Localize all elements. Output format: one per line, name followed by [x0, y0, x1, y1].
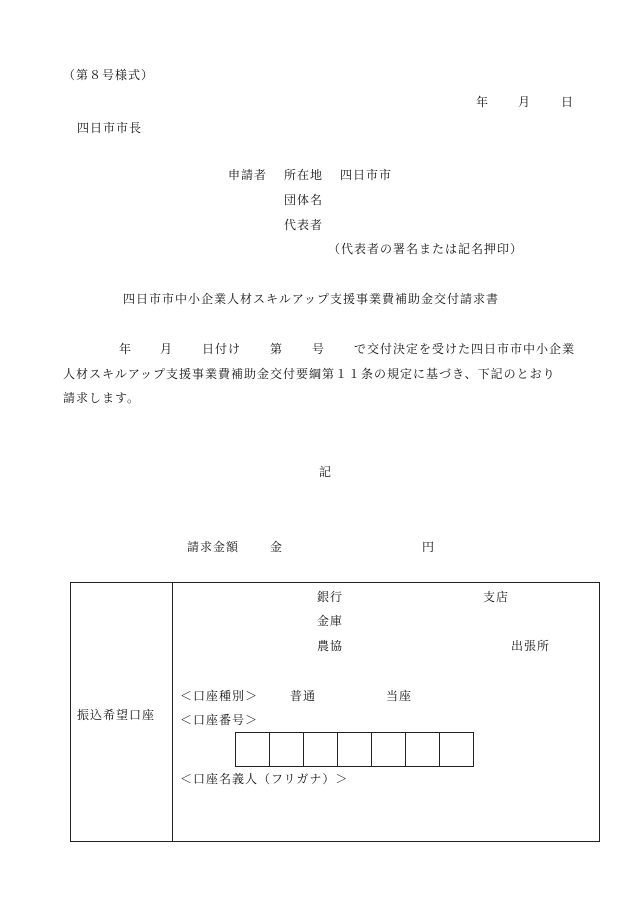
account-digit-box[interactable] — [439, 732, 474, 767]
branch-option: 支店 — [483, 590, 510, 604]
date-month-label: 月 — [518, 95, 532, 109]
bank-row-label: 振込希望口座 — [77, 708, 156, 722]
addressee: 四日市市長 — [77, 121, 143, 135]
amount-yen: 円 — [422, 540, 436, 554]
body-day-ref: 日付け — [202, 342, 242, 356]
account-digit-box[interactable] — [269, 732, 304, 767]
document-title: 四日市市中小企業人材スキルアップ支援事業費補助金交付請求書 — [123, 292, 500, 306]
account-type-futsu: 普通 — [290, 689, 317, 703]
nokyo-option: 農協 — [317, 639, 344, 653]
account-number-label: ＜口座番号＞ — [180, 713, 259, 727]
account-digit-box[interactable] — [235, 732, 270, 767]
kinko-option: 金庫 — [317, 614, 344, 628]
body-year: 年 — [119, 342, 133, 356]
amount-label: 請求金額 — [187, 540, 240, 554]
body-line3: 請求します。 — [63, 391, 141, 405]
account-holder-label: ＜口座名義人（フリガナ）＞ — [180, 772, 349, 786]
account-digit-box[interactable] — [371, 732, 406, 767]
table-divider — [172, 582, 173, 842]
account-digit-box[interactable] — [303, 732, 338, 767]
organization-label: 団体名 — [284, 193, 324, 207]
body-line2: 人材スキルアップ支援事業費補助金交付要綱第１１条の規定に基づき、下記のとおり — [63, 367, 556, 381]
account-number-boxes — [235, 732, 474, 767]
body-go: 号 — [312, 342, 326, 356]
date-year-label: 年 — [476, 95, 490, 109]
address-value: 四日市市 — [340, 168, 393, 182]
body-month: 月 — [160, 342, 174, 356]
account-type-label: ＜口座種別＞ — [180, 689, 259, 703]
amount-kin: 金 — [270, 540, 284, 554]
signature-note: （代表者の署名または記名押印） — [328, 242, 524, 256]
shuchojo-option: 出張所 — [511, 639, 551, 653]
representative-label: 代表者 — [284, 218, 324, 232]
body-dai: 第 — [270, 342, 284, 356]
address-label: 所在地 — [284, 168, 324, 182]
account-type-toza: 当座 — [386, 689, 413, 703]
account-digit-box[interactable] — [337, 732, 372, 767]
applicant-label: 申請者 — [228, 168, 268, 182]
body-line1-rest: で交付決定を受けた四日市市中小企業 — [354, 342, 576, 356]
bank-option: 銀行 — [317, 590, 344, 604]
ki-marker: 記 — [319, 465, 333, 479]
form-number: （第８号様式） — [63, 68, 155, 82]
account-digit-box[interactable] — [405, 732, 440, 767]
date-day-label: 日 — [561, 95, 575, 109]
